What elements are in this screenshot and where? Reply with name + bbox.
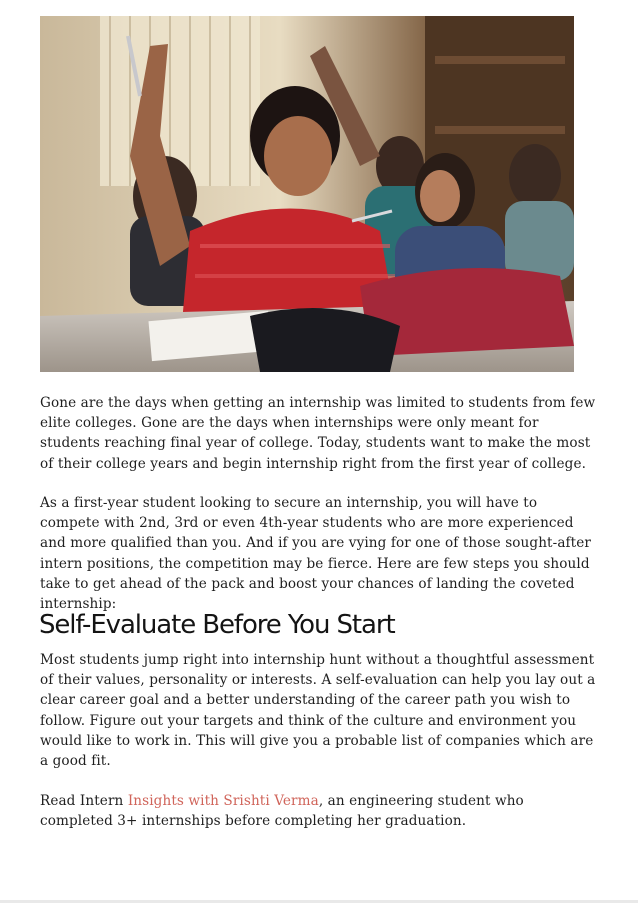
intro-paragraph: Gone are the days when getting an internship was limited to students from few elite colleges. Gone are the days when internships were only meant for students reaching final year of college. Today, students want to make the most of their college years and begin internship right from the first year of college.	[40, 395, 596, 472]
competition-paragraph: As a first-year student looking to secure an internship, you will have to compete with 2nd, 3rd or even 4th-year students who are more experienced and more qualified than you. And if you are vying for one of those sought-after intern positions, the competition may be fierce. Here are few steps you should take to get ahead of the pack and boost your chances of landing the coveted internship:	[40, 495, 591, 613]
read-more-prefix: Read Intern	[40, 793, 128, 809]
read-more-paragraph	[40, 791, 596, 831]
classroom-photo	[40, 16, 574, 372]
self-evaluation-paragraph: Most students jump right into internship hunt without a thoughtful assessment of their values, personality or interests. A self-evaluation can help you lay out a clear career goal and a better understanding of the career path you wish to follow. Figure out your targets and think of the culture and environment you would like to work in. This will give you a probable list of companies which are a good fit.	[40, 652, 596, 770]
insights-link[interactable]: Insights with Srishti Verma	[127, 793, 319, 809]
section-heading: Self-Evaluate Before You Start	[39, 610, 395, 640]
read-more-suffix: , an engineering student who completed 3+ internships before completing her graduation.	[40, 793, 524, 830]
hero-image	[40, 16, 574, 372]
